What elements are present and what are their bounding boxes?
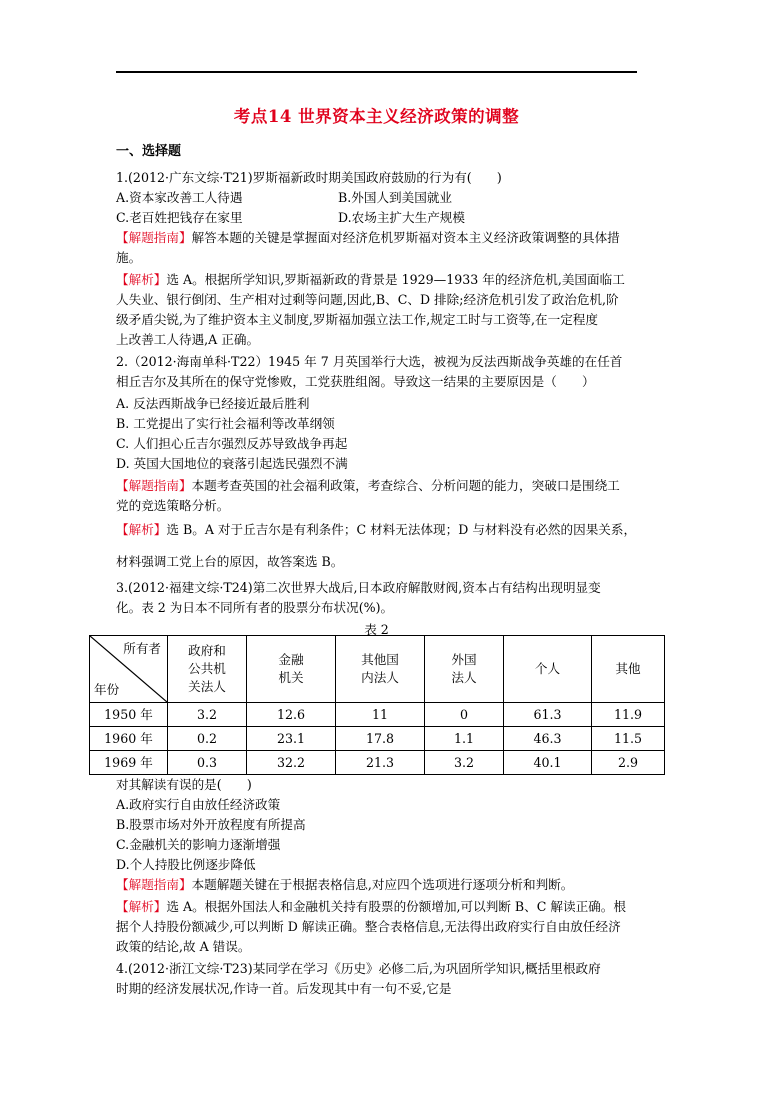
header-foreign-l2: 法人 [451,670,477,685]
table-header-row [90,636,665,703]
q2-guide [116,476,620,496]
q3-analysis-tag: 【解析】 [116,899,167,914]
cell-value: 11 [336,703,425,727]
q3-analysis [116,897,626,917]
q3-stem-line1: 3.(2012·福建文综·T24)第二次世界大战后,日本政府解散财阀,资本占有结构出现明显变 [116,580,601,595]
q1-guide-text: 解答本题的关键是掌握面对经济危机罗斯福对资本主义经济政策调整的具体措 [191,230,620,245]
q1-option-b: B.外国人到美国就业 [338,190,453,205]
cell-value: 21.3 [336,751,425,775]
table-caption: 表 2 [364,622,389,637]
q3-option-c: C.金融机关的影响力逐渐增强 [116,837,281,852]
q1-option-a: A.资本家改善工人待遇 [116,190,243,205]
cell-year: 1960 年 [90,727,168,751]
q3-analysis-text: 选 A。根据外国法人和金融机关持有股票的份额增加,可以判断 B、C 解读正确。根 [166,899,626,914]
section-heading: 一、选择题 [116,144,182,159]
q3-analysis-line3: 政策的结论,故 A 错误。 [116,939,251,954]
cell-value: 11.5 [592,727,665,751]
table-row [90,727,665,751]
q3-guide-tag: 【解题指南】 [116,877,192,892]
table-row [90,751,665,775]
corner-year-label: 年份 [94,682,120,697]
cell-year: 1950 年 [90,703,168,727]
q2-stem-line2: 相丘吉尔及其所在的保守党惨败，工党获胜组阁。导致这一结果的主要原因是（ ） [116,374,595,389]
cell-value: 2.9 [592,751,665,775]
q2-guide-line2: 党的竞选策略分析。 [116,498,230,513]
cell-value: 32.2 [247,751,336,775]
q1-option-c: C.老百姓把钱存在家里 [116,210,243,225]
q1-options-row1 [116,188,453,208]
q2-analysis [116,520,636,540]
q2-analysis-line2: 材料强调工党上台的原因，故答案选 B。 [116,554,344,569]
q1-analysis-line2: 人失业、银行倒闭、生产相对过剩等问题,因此,B、C、D 排除;经济危机引发了政治危机,阶 [116,292,619,307]
header-individual [504,636,592,703]
cell-value: 40.1 [504,751,592,775]
q3-guide [116,875,573,895]
header-financial-l2: 机关 [278,670,304,685]
header-foreign-l1: 外国 [451,652,477,667]
cell-value: 23.1 [247,727,336,751]
q1-analysis-text: 选 A。根据所学知识,罗斯福新政的背景是 1929—1933 年的经济危机,美国面临工 [166,272,625,287]
q1-guide-line2: 施。 [116,250,142,265]
page-title: 考点14 世界资本主义经济政策的调整 [233,107,520,126]
header-rule [116,71,637,73]
header-other [592,636,665,703]
q2-guide-text: 本题考查英国的社会福利政策，考查综合、分析问题的能力，突破口是围绕工 [191,478,620,493]
header-government-l1: 政府和 [188,643,226,658]
header-domestic-l1: 其他国 [361,652,399,667]
cell-value: 0 [425,703,504,727]
q4-stem-line1: 4.(2012·浙江文综·T23)某同学在学习《历史》必修二后,为巩固所学知识,概括里根政府 [116,961,601,976]
q3-stem-line2: 化。表 2 为日本不同所有者的股票分布状况(%)。 [116,600,394,615]
q1-stem: 1.(2012·广东文综·T21)罗斯福新政时期美国政府鼓励的行为有( ) [116,170,502,185]
q1-analysis-line4: 上改善工人待遇,A 正确。 [116,332,260,347]
header-individual-l1: 个人 [534,661,561,676]
q3-guide-text: 本题解题关键在于根据表格信息,对应四个选项进行逐项分析和判断。 [191,877,574,892]
header-financial-l1: 金融 [278,652,304,667]
cell-value: 3.2 [425,751,504,775]
q3-option-d: D.个人持股比例逐步降低 [116,857,256,872]
q1-analysis-line3: 级矛盾尖锐,为了维护资本主义制度,罗斯福加强立法工作,规定工时与工资等,在一定程度 [116,312,598,327]
q3-analysis-line2: 据个人持股份额减少,可以判断 D 解读正确。整合表格信息,无法得出政府实行自由放任经济 [116,919,621,934]
q2-option-c: C. 人们担心丘吉尔强烈反苏导致战争再起 [116,436,348,451]
cell-year: 1969 年 [90,751,168,775]
header-domestic-l2: 内法人 [361,670,399,685]
q2-guide-tag: 【解题指南】 [116,478,192,493]
cell-value: 1.1 [425,727,504,751]
q1-analysis [116,270,625,290]
cell-value: 61.3 [504,703,592,727]
q3-option-b: B.股票市场对外开放程度有所提高 [116,817,306,832]
cell-value: 0.3 [168,751,247,775]
q3-question: 对其解读有误的是( ) [116,777,252,792]
table-corner-cell [90,636,168,703]
q1-guide [116,228,620,248]
cell-value: 0.2 [168,727,247,751]
q3-option-a: A.政府实行自由放任经济政策 [116,797,281,812]
header-domestic-corp [336,636,425,703]
q2-stem-line1: 2.（2012·海南单科·T22）1945 年 7 月英国举行大选，被视为反法西斯战争英雄的在任首 [116,354,623,369]
header-government-l3: 关法人 [188,679,226,694]
cell-value: 12.6 [247,703,336,727]
header-government-l2: 公共机 [188,661,226,676]
stock-distribution-table [89,635,665,775]
q4-stem-line2: 时期的经济发展状况,作诗一首。后发现其中有一句不妥,它是 [116,981,452,996]
cell-value: 17.8 [336,727,425,751]
q1-options-row2 [116,208,465,228]
cell-value: 46.3 [504,727,592,751]
header-financial [247,636,336,703]
q2-analysis-text: 选 B。A 对于丘吉尔是有利条件；C 材料无法体现；D 与材料没有必然的因果关系， [166,522,637,537]
q1-option-d: D.农场主扩大生产规模 [338,210,465,225]
header-government [168,636,247,703]
q2-option-a: A. 反法西斯战争已经接近最后胜利 [116,396,310,411]
q2-option-d: D. 英国大国地位的衰落引起选民强烈不满 [116,456,348,471]
header-other-l1: 其他 [615,661,641,676]
q2-analysis-tag: 【解析】 [116,522,167,537]
cell-value: 3.2 [168,703,247,727]
q1-analysis-tag: 【解析】 [116,272,167,287]
corner-owner-label: 所有者 [123,641,161,656]
table-row [90,703,665,727]
header-foreign-corp [425,636,504,703]
q1-guide-tag: 【解题指南】 [116,230,192,245]
q2-option-b: B. 工党提出了实行社会福利等改革纲领 [116,416,335,431]
cell-value: 11.9 [592,703,665,727]
